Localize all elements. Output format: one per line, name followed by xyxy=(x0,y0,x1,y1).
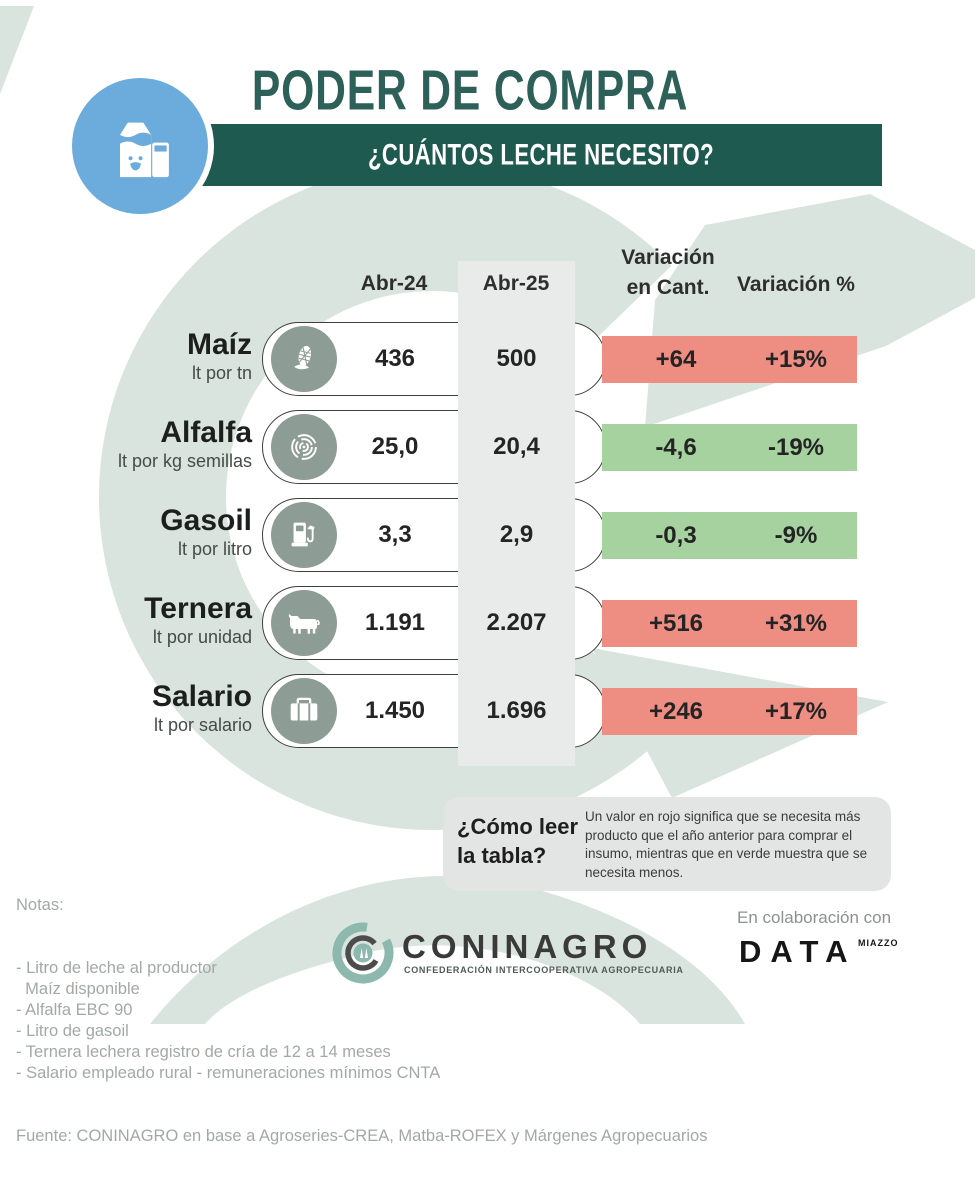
column-header-abr24: Abr-24 xyxy=(360,272,428,295)
row-unit: lt por kg semillas xyxy=(117,451,252,471)
value-abr25: 2.207 xyxy=(486,609,547,636)
notes-title: Notas: xyxy=(16,896,64,914)
fuel-pump-icon xyxy=(271,502,337,568)
cow-icon xyxy=(271,590,337,656)
variation-pct: +17% xyxy=(764,698,828,725)
row-label xyxy=(6,592,252,649)
coninagro-logo-icon xyxy=(328,918,398,988)
row-name: Maíz xyxy=(186,328,252,361)
value-abr24: 3,3 xyxy=(378,521,412,548)
column-header-abr25: Abr-25 xyxy=(482,272,550,295)
value-abr24: 436 xyxy=(374,345,416,372)
data-miazzo-wordmark: DATA xyxy=(739,934,857,969)
row-unit: lt por tn xyxy=(191,363,252,383)
column-header-variacion-pct: Variación % xyxy=(737,273,855,296)
row-unit: lt por salario xyxy=(153,715,252,735)
row-name: Gasoil xyxy=(160,504,252,537)
row-unit: lt por unidad xyxy=(152,627,252,647)
column-header-variacion-cant: Variación en Cant. xyxy=(621,246,715,299)
note-item: - Alfalfa EBC 90 xyxy=(16,1001,133,1019)
value-abr25: 20,4 xyxy=(493,433,540,460)
banner-text: ¿CUÁNTOS LECHE NECESITO? xyxy=(367,138,715,171)
variation-pct: +31% xyxy=(764,610,828,637)
variation-cant: +64 xyxy=(655,346,697,373)
variation-pct: -19% xyxy=(767,434,825,461)
page-title: PODER DE COMPRA xyxy=(252,59,689,123)
note-item: - Litro de gasoil xyxy=(16,1022,129,1040)
variation-pct: -9% xyxy=(774,522,818,549)
note-item: - Litro de leche al productor xyxy=(16,959,217,977)
variation-band xyxy=(602,424,857,471)
row-label xyxy=(6,680,252,737)
note-item: - Ternera lechera registro de cría de 12 a 14 meses xyxy=(16,1043,391,1061)
value-abr24: 1.450 xyxy=(364,697,426,724)
row-label xyxy=(6,504,252,561)
legend-text: Un valor en rojo significa que se necesita más producto que el año anterior para comprar el insumo, mientras que en verde muestra que se necesita menos. xyxy=(585,809,868,880)
row-label xyxy=(6,328,252,385)
source-line: Fuente: CONINAGRO en base a Agroseries-CREA, Matba-ROFEX y Márgenes Agropecuarios xyxy=(16,1127,708,1145)
row-name: Ternera xyxy=(144,592,252,625)
alfalfa-icon xyxy=(271,414,337,480)
coninagro-wordmark: CONINAGRO xyxy=(402,928,653,965)
variation-cant: -4,6 xyxy=(655,434,697,461)
value-abr25: 500 xyxy=(496,345,537,372)
legend-question: ¿Cómo leer la tabla? xyxy=(457,814,579,868)
value-abr24: 1.191 xyxy=(364,609,426,636)
variation-cant: -0,3 xyxy=(655,522,697,549)
variation-band xyxy=(602,512,857,559)
notes-block xyxy=(16,853,707,1189)
variation-band xyxy=(602,600,857,647)
variation-band xyxy=(602,688,857,735)
collaboration-label: En colaboración con xyxy=(737,908,892,927)
row-label xyxy=(6,416,252,473)
variation-pct: +15% xyxy=(764,346,828,373)
note-item: - Salario empleado rural - remuneraciones mínimos CNTA xyxy=(16,1064,441,1082)
value-abr25: 1.696 xyxy=(486,697,547,724)
note-item: Maíz disponible xyxy=(16,980,140,998)
corn-icon xyxy=(271,326,337,392)
variation-band xyxy=(602,336,857,383)
variation-cant: +516 xyxy=(648,610,704,637)
banner xyxy=(200,124,882,186)
variation-cant: +246 xyxy=(648,698,704,725)
briefcase-icon xyxy=(271,678,337,744)
data-miazzo-sup: MIAZZO xyxy=(858,938,899,948)
row-name: Alfalfa xyxy=(160,416,252,449)
coninagro-subtitle: CONFEDERACIÓN INTERCOOPERATIVA AGROPECUARIA xyxy=(404,965,684,975)
value-abr25: 2,9 xyxy=(499,521,534,548)
abr25-column-highlight xyxy=(458,261,575,766)
row-unit: lt por litro xyxy=(177,539,252,559)
row-name: Salario xyxy=(151,680,252,713)
value-abr24: 25,0 xyxy=(371,433,419,460)
